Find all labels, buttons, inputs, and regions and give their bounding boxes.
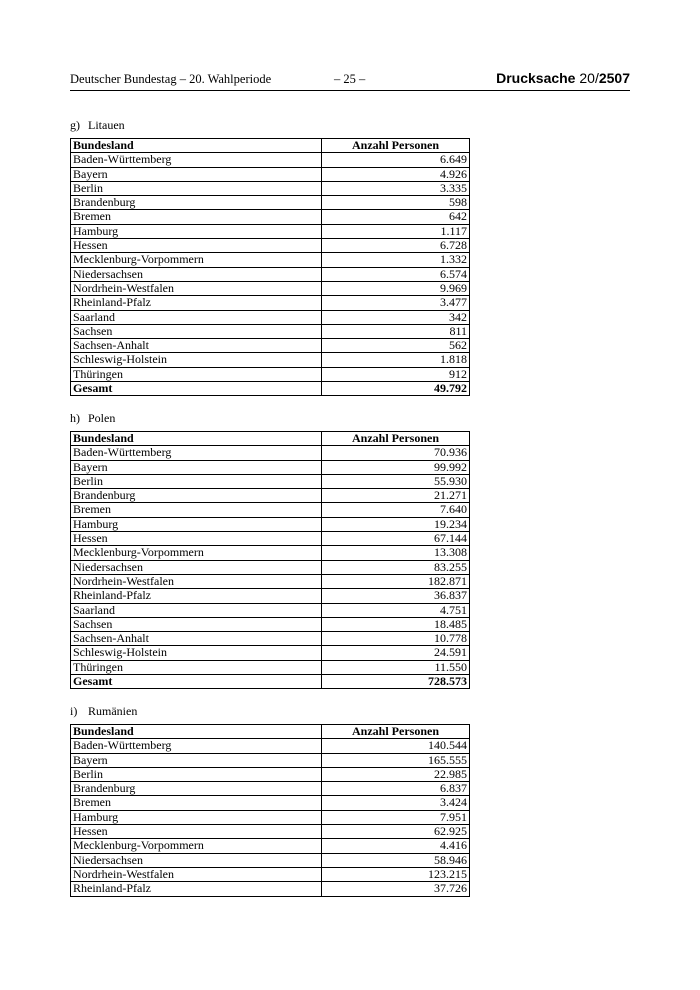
value-cell: 598 <box>322 196 470 210</box>
value-cell: 7.640 <box>322 503 470 517</box>
state-cell: Mecklenburg-Vorpommern <box>71 839 322 853</box>
state-cell: Rheinland-Pfalz <box>71 589 322 603</box>
state-cell: Bremen <box>71 210 322 224</box>
value-cell: 4.926 <box>322 167 470 181</box>
value-cell: 342 <box>322 310 470 324</box>
value-cell: 21.271 <box>322 489 470 503</box>
value-cell: 182.871 <box>322 574 470 588</box>
state-cell: Hessen <box>71 532 322 546</box>
value-cell: 123.215 <box>322 867 470 881</box>
state-cell: Bayern <box>71 460 322 474</box>
state-cell: Berlin <box>71 767 322 781</box>
value-cell: 6.574 <box>322 267 470 281</box>
value-cell: 1.332 <box>322 253 470 267</box>
table-row <box>71 867 470 881</box>
header-publication: Deutscher Bundestag – 20. Wahlperiode <box>70 72 272 86</box>
table-row <box>71 224 470 238</box>
column-header-bundesland: Bundesland <box>71 725 322 739</box>
table-row <box>71 446 470 460</box>
page-header <box>70 70 630 91</box>
value-cell: 1.818 <box>322 353 470 367</box>
section-name: Polen <box>88 411 116 425</box>
value-cell: 58.946 <box>322 853 470 867</box>
value-cell: 1.117 <box>322 224 470 238</box>
column-header-bundesland: Bundesland <box>71 432 322 446</box>
state-cell: Nordrhein-Westfalen <box>71 574 322 588</box>
state-cell: Bremen <box>71 503 322 517</box>
table-row <box>71 167 470 181</box>
state-cell: Berlin <box>71 181 322 195</box>
state-cell: Hessen <box>71 239 322 253</box>
table-row <box>71 267 470 281</box>
state-cell: Mecklenburg-Vorpommern <box>71 546 322 560</box>
value-cell: 3.424 <box>322 796 470 810</box>
table-row <box>71 646 470 660</box>
total-label-cell: Gesamt <box>71 382 322 396</box>
table-row <box>71 296 470 310</box>
column-header-anzahl: Anzahl Personen <box>322 139 470 153</box>
section-label: h) <box>70 411 80 425</box>
table-polen <box>70 431 470 689</box>
value-cell: 55.930 <box>322 474 470 488</box>
column-header-anzahl: Anzahl Personen <box>322 432 470 446</box>
value-cell: 140.544 <box>322 739 470 753</box>
table-row <box>71 196 470 210</box>
state-cell: Bayern <box>71 167 322 181</box>
table-row <box>71 632 470 646</box>
section-label: g) <box>70 118 80 132</box>
table-row <box>71 739 470 753</box>
value-cell: 4.416 <box>322 839 470 853</box>
table-row <box>71 253 470 267</box>
table-total-row <box>71 675 470 689</box>
table-row <box>71 324 470 338</box>
state-cell: Thüringen <box>71 660 322 674</box>
state-cell: Schleswig-Holstein <box>71 353 322 367</box>
state-cell: Sachsen <box>71 324 322 338</box>
state-cell: Nordrhein-Westfalen <box>71 281 322 295</box>
value-cell: 3.335 <box>322 181 470 195</box>
table-rumaenien <box>70 724 470 897</box>
section-title-polen <box>70 411 115 426</box>
state-cell: Hamburg <box>71 810 322 824</box>
value-cell: 4.751 <box>322 603 470 617</box>
column-header-bundesland: Bundesland <box>71 139 322 153</box>
value-cell: 6.728 <box>322 239 470 253</box>
state-cell: Niedersachsen <box>71 853 322 867</box>
table-row <box>71 574 470 588</box>
table-row <box>71 796 470 810</box>
value-cell: 6.837 <box>322 782 470 796</box>
value-cell: 22.985 <box>322 767 470 781</box>
document-number <box>496 70 630 86</box>
state-cell: Bremen <box>71 796 322 810</box>
doc-number-part-b: 2507 <box>598 70 630 86</box>
table-row <box>71 489 470 503</box>
table-header-row <box>71 432 470 446</box>
value-cell: 83.255 <box>322 560 470 574</box>
state-cell: Brandenburg <box>71 196 322 210</box>
total-label-cell: Gesamt <box>71 675 322 689</box>
table-header-row <box>71 725 470 739</box>
state-cell: Hamburg <box>71 224 322 238</box>
value-cell: 10.778 <box>322 632 470 646</box>
state-cell: Hessen <box>71 825 322 839</box>
section-name: Rumänien <box>88 704 138 718</box>
value-cell: 19.234 <box>322 517 470 531</box>
value-cell: 9.969 <box>322 281 470 295</box>
value-cell: 6.649 <box>322 153 470 167</box>
table-row <box>71 281 470 295</box>
state-cell: Saarland <box>71 603 322 617</box>
table-row <box>71 839 470 853</box>
table-row <box>71 560 470 574</box>
total-value-cell: 728.573 <box>322 675 470 689</box>
state-cell: Nordrhein-Westfalen <box>71 867 322 881</box>
table-row <box>71 853 470 867</box>
table-row <box>71 546 470 560</box>
table-row <box>71 767 470 781</box>
state-cell: Rheinland-Pfalz <box>71 882 322 896</box>
section-title-litauen <box>70 118 125 133</box>
table-header-row <box>71 139 470 153</box>
table-row <box>71 532 470 546</box>
state-cell: Mecklenburg-Vorpommern <box>71 253 322 267</box>
state-cell: Schleswig-Holstein <box>71 646 322 660</box>
value-cell: 62.925 <box>322 825 470 839</box>
value-cell: 912 <box>322 367 470 381</box>
doc-label: Drucksache <box>496 70 576 86</box>
value-cell: 811 <box>322 324 470 338</box>
table-row <box>71 782 470 796</box>
value-cell: 165.555 <box>322 753 470 767</box>
state-cell: Thüringen <box>71 367 322 381</box>
table-row <box>71 210 470 224</box>
table-row <box>71 882 470 896</box>
table-row <box>71 517 470 531</box>
value-cell: 36.837 <box>322 589 470 603</box>
state-cell: Sachsen <box>71 617 322 631</box>
table-row <box>71 353 470 367</box>
table-row <box>71 460 470 474</box>
table-row <box>71 825 470 839</box>
state-cell: Brandenburg <box>71 489 322 503</box>
value-cell: 642 <box>322 210 470 224</box>
table-row <box>71 339 470 353</box>
state-cell: Niedersachsen <box>71 267 322 281</box>
table-total-row <box>71 382 470 396</box>
column-header-anzahl: Anzahl Personen <box>322 725 470 739</box>
table-row <box>71 181 470 195</box>
section-label: i) <box>70 704 78 718</box>
value-cell: 11.550 <box>322 660 470 674</box>
total-value-cell: 49.792 <box>322 382 470 396</box>
table-row <box>71 503 470 517</box>
value-cell: 37.726 <box>322 882 470 896</box>
table-row <box>71 589 470 603</box>
table-row <box>71 753 470 767</box>
state-cell: Niedersachsen <box>71 560 322 574</box>
value-cell: 13.308 <box>322 546 470 560</box>
table-litauen <box>70 138 470 396</box>
value-cell: 70.936 <box>322 446 470 460</box>
value-cell: 18.485 <box>322 617 470 631</box>
state-cell: Baden-Württemberg <box>71 739 322 753</box>
table-row <box>71 617 470 631</box>
table-row <box>71 310 470 324</box>
state-cell: Sachsen-Anhalt <box>71 339 322 353</box>
value-cell: 99.992 <box>322 460 470 474</box>
table-row <box>71 239 470 253</box>
section-name: Litauen <box>88 118 125 132</box>
table-row <box>71 367 470 381</box>
state-cell: Bayern <box>71 753 322 767</box>
state-cell: Sachsen-Anhalt <box>71 632 322 646</box>
value-cell: 7.951 <box>322 810 470 824</box>
value-cell: 67.144 <box>322 532 470 546</box>
state-cell: Baden-Württemberg <box>71 446 322 460</box>
value-cell: 562 <box>322 339 470 353</box>
state-cell: Berlin <box>71 474 322 488</box>
table-row <box>71 153 470 167</box>
value-cell: 24.591 <box>322 646 470 660</box>
doc-number-part-a: 20/ <box>579 70 599 86</box>
value-cell: 3.477 <box>322 296 470 310</box>
state-cell: Saarland <box>71 310 322 324</box>
table-row <box>71 660 470 674</box>
state-cell: Hamburg <box>71 517 322 531</box>
table-row <box>71 603 470 617</box>
section-title-rumaenien <box>70 704 137 719</box>
table-row <box>71 810 470 824</box>
state-cell: Baden-Württemberg <box>71 153 322 167</box>
table-row <box>71 474 470 488</box>
state-cell: Rheinland-Pfalz <box>71 296 322 310</box>
state-cell: Brandenburg <box>71 782 322 796</box>
page-number: – 25 – <box>334 72 366 86</box>
